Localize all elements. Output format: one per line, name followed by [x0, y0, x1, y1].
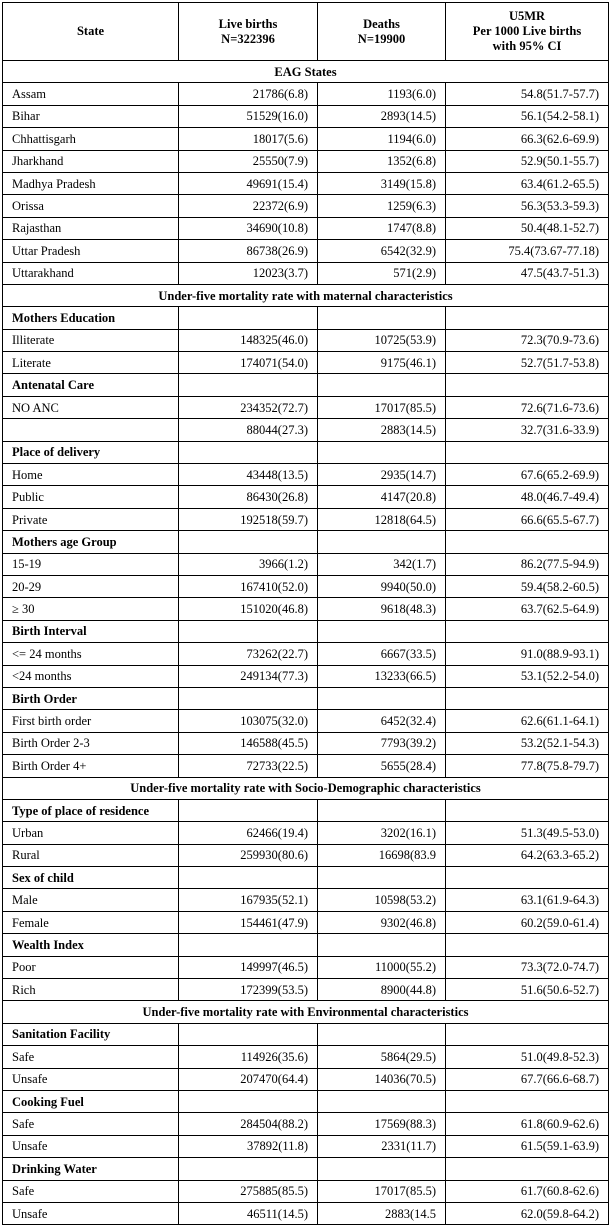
u5mr-cell: 91.0(88.9-93.1): [446, 643, 609, 665]
live-births-cell: 154461(47.9): [179, 911, 318, 933]
subheader-row: [3, 1158, 609, 1180]
deaths-cell: 17569(88.3): [318, 1113, 446, 1135]
header-deaths-line1: Deaths: [363, 16, 400, 31]
live-births-cell: 151020(46.8): [179, 598, 318, 620]
empty-cell: [179, 1090, 318, 1112]
row-label: Safe: [3, 1180, 179, 1202]
live-births-cell: 275885(85.5): [179, 1180, 318, 1202]
empty-cell: [318, 867, 446, 889]
subheader-label: Mothers age Group: [3, 531, 179, 553]
empty-cell: [318, 687, 446, 709]
u5mr-cell: 72.3(70.9-73.6): [446, 329, 609, 351]
subheader-label: Type of place of residence: [3, 799, 179, 821]
section-title: Under-five mortality rate with Socio-Demographic characteristics: [3, 777, 609, 799]
live-births-cell: 46511(14.5): [179, 1202, 318, 1224]
row-label: Birth Order 2-3: [3, 732, 179, 754]
row-label: [3, 419, 179, 441]
row-label: Uttarakhand: [3, 262, 179, 284]
section-header-row: [3, 61, 609, 83]
table-row: [3, 1202, 609, 1224]
deaths-cell: 8900(44.8): [318, 979, 446, 1001]
u5mr-cell: 67.6(65.2-69.9): [446, 464, 609, 486]
deaths-cell: 9618(48.3): [318, 598, 446, 620]
table-row: [3, 1068, 609, 1090]
empty-cell: [318, 441, 446, 463]
empty-cell: [179, 307, 318, 329]
live-births-cell: 72733(22.5): [179, 755, 318, 777]
section-header-row: [3, 1001, 609, 1023]
table-row: [3, 217, 609, 239]
subheader-label: Place of delivery: [3, 441, 179, 463]
empty-cell: [179, 441, 318, 463]
deaths-cell: 2883(14.5): [318, 419, 446, 441]
live-births-cell: 167935(52.1): [179, 889, 318, 911]
row-label: <= 24 months: [3, 643, 179, 665]
table-header-row: [3, 3, 609, 61]
row-label: First birth order: [3, 710, 179, 732]
table-row: [3, 1046, 609, 1068]
deaths-cell: 5864(29.5): [318, 1046, 446, 1068]
row-label: Rich: [3, 979, 179, 1001]
live-births-cell: 88044(27.3): [179, 419, 318, 441]
live-births-cell: 284504(88.2): [179, 1113, 318, 1135]
u5mr-cell: 60.2(59.0-61.4): [446, 911, 609, 933]
deaths-cell: 3149(15.8): [318, 172, 446, 194]
subheader-label: Sanitation Facility: [3, 1023, 179, 1045]
u5mr-cell: 66.6(65.5-67.7): [446, 508, 609, 530]
subheader-row: [3, 687, 609, 709]
row-label: Safe: [3, 1046, 179, 1068]
u5mr-cell: 52.7(51.7-53.8): [446, 352, 609, 374]
row-label: Male: [3, 889, 179, 911]
row-label: Unsafe: [3, 1135, 179, 1157]
empty-cell: [318, 1090, 446, 1112]
deaths-cell: 6542(32.9): [318, 240, 446, 262]
subheader-label: Mothers Education: [3, 307, 179, 329]
deaths-cell: 10725(53.9): [318, 329, 446, 351]
deaths-cell: 1194(6.0): [318, 128, 446, 150]
subheader-row: [3, 867, 609, 889]
table-row: [3, 598, 609, 620]
u5mr-cell: 53.1(52.2-54.0): [446, 665, 609, 687]
table-row: [3, 956, 609, 978]
empty-cell: [446, 374, 609, 396]
table-row: [3, 553, 609, 575]
table-row: [3, 464, 609, 486]
u5mr-cell: 51.6(50.6-52.7): [446, 979, 609, 1001]
deaths-cell: 2883(14.5: [318, 1202, 446, 1224]
u5mr-cell: 63.1(61.9-64.3): [446, 889, 609, 911]
deaths-cell: 1352(6.8): [318, 150, 446, 172]
subheader-label: Drinking Water: [3, 1158, 179, 1180]
live-births-cell: 167410(52.0): [179, 575, 318, 597]
deaths-cell: 5655(28.4): [318, 755, 446, 777]
subheader-row: [3, 307, 609, 329]
table-row: [3, 105, 609, 127]
deaths-cell: 17017(85.5): [318, 1180, 446, 1202]
live-births-cell: 149997(46.5): [179, 956, 318, 978]
header-u5mr-line2: Per 1000 Live births: [472, 24, 582, 38]
live-births-cell: 43448(13.5): [179, 464, 318, 486]
table-row: [3, 195, 609, 217]
table-row: [3, 396, 609, 418]
empty-cell: [318, 620, 446, 642]
subheader-label: Birth Interval: [3, 620, 179, 642]
live-births-cell: 49691(15.4): [179, 172, 318, 194]
live-births-cell: 86430(26.8): [179, 486, 318, 508]
header-u5mr-line1: U5MR: [508, 9, 546, 23]
empty-cell: [446, 867, 609, 889]
u5mr-cell: 53.2(52.1-54.3): [446, 732, 609, 754]
deaths-cell: 1193(6.0): [318, 83, 446, 105]
u5mr-cell: 75.4(73.67-77.18): [446, 240, 609, 262]
section-header-row: [3, 777, 609, 799]
deaths-cell: 2935(14.7): [318, 464, 446, 486]
u5mr-cell: 67.7(66.6-68.7): [446, 1068, 609, 1090]
deaths-cell: 2331(11.7): [318, 1135, 446, 1157]
table-row: [3, 665, 609, 687]
u5mr-cell: 50.4(48.1-52.7): [446, 217, 609, 239]
table-row: [3, 979, 609, 1001]
u5mr-cell: 73.3(72.0-74.7): [446, 956, 609, 978]
empty-cell: [179, 620, 318, 642]
table-row: [3, 128, 609, 150]
empty-cell: [179, 531, 318, 553]
u5mr-cell: 51.3(49.5-53.0): [446, 822, 609, 844]
deaths-cell: 1259(6.3): [318, 195, 446, 217]
header-deaths-line2: N=19900: [357, 31, 406, 46]
row-label: Unsafe: [3, 1068, 179, 1090]
empty-cell: [318, 307, 446, 329]
live-births-cell: 37892(11.8): [179, 1135, 318, 1157]
deaths-cell: 12818(64.5): [318, 508, 446, 530]
table-row: [3, 575, 609, 597]
row-label: Poor: [3, 956, 179, 978]
table-row: [3, 732, 609, 754]
subheader-label: Wealth Index: [3, 934, 179, 956]
header-u5mr-line3: with 95% CI: [492, 39, 562, 53]
live-births-cell: 25550(7.9): [179, 150, 318, 172]
table-row: [3, 755, 609, 777]
subheader-row: [3, 441, 609, 463]
live-births-cell: 259930(80.6): [179, 844, 318, 866]
table-row: [3, 486, 609, 508]
live-births-cell: 51529(16.0): [179, 105, 318, 127]
subheader-label: Antenatal Care: [3, 374, 179, 396]
empty-cell: [446, 620, 609, 642]
u5mr-cell: 63.7(62.5-64.9): [446, 598, 609, 620]
deaths-cell: 9302(46.8): [318, 911, 446, 933]
empty-cell: [446, 441, 609, 463]
row-label: Bihar: [3, 105, 179, 127]
live-births-cell: 73262(22.7): [179, 643, 318, 665]
subheader-row: [3, 799, 609, 821]
u5mr-cell: 51.0(49.8-52.3): [446, 1046, 609, 1068]
subheader-row: [3, 374, 609, 396]
section-title: Under-five mortality rate with Environmental characteristics: [3, 1001, 609, 1023]
section-title: Under-five mortality rate with maternal characteristics: [3, 284, 609, 306]
live-births-cell: 34690(10.8): [179, 217, 318, 239]
live-births-cell: 3966(1.2): [179, 553, 318, 575]
subheader-row: [3, 934, 609, 956]
row-label: ≥ 30: [3, 598, 179, 620]
u5mr-table: [2, 2, 609, 1225]
section-header-row: [3, 284, 609, 306]
subheader-row: [3, 620, 609, 642]
header-deaths: [318, 3, 446, 61]
empty-cell: [318, 1158, 446, 1180]
u5mr-cell: 77.8(75.8-79.7): [446, 755, 609, 777]
row-label: Assam: [3, 83, 179, 105]
u5mr-cell: 66.3(62.6-69.9): [446, 128, 609, 150]
row-label: 15-19: [3, 553, 179, 575]
row-label: Uttar Pradesh: [3, 240, 179, 262]
empty-cell: [179, 799, 318, 821]
table-row: [3, 508, 609, 530]
u5mr-cell: 61.7(60.8-62.6): [446, 1180, 609, 1202]
live-births-cell: 114926(35.6): [179, 1046, 318, 1068]
u5mr-cell: 72.6(71.6-73.6): [446, 396, 609, 418]
row-label: Orissa: [3, 195, 179, 217]
header-live-births: [179, 3, 318, 61]
header-live-births-line2: N=322396: [221, 31, 275, 46]
empty-cell: [318, 934, 446, 956]
table-row: [3, 1180, 609, 1202]
table-row: [3, 172, 609, 194]
table-row: [3, 889, 609, 911]
live-births-cell: 12023(3.7): [179, 262, 318, 284]
row-label: Public: [3, 486, 179, 508]
subheader-row: [3, 531, 609, 553]
row-label: Madhya Pradesh: [3, 172, 179, 194]
header-live-births-line1: Live births: [218, 16, 278, 31]
u5mr-cell: 64.2(63.3-65.2): [446, 844, 609, 866]
row-label: Rural: [3, 844, 179, 866]
row-label: Literate: [3, 352, 179, 374]
u5mr-cell: 62.6(61.1-64.1): [446, 710, 609, 732]
empty-cell: [446, 934, 609, 956]
header-u5mr: [446, 3, 609, 61]
deaths-cell: 9175(46.1): [318, 352, 446, 374]
u5mr-cell: 47.5(43.7-51.3): [446, 262, 609, 284]
table-row: [3, 83, 609, 105]
header-state: State: [3, 3, 179, 61]
u5mr-cell: 63.4(61.2-65.5): [446, 172, 609, 194]
table-row: [3, 844, 609, 866]
table-row: [3, 822, 609, 844]
row-label: <24 months: [3, 665, 179, 687]
u5mr-cell: 59.4(58.2-60.5): [446, 575, 609, 597]
deaths-cell: 6452(32.4): [318, 710, 446, 732]
live-births-cell: 207470(64.4): [179, 1068, 318, 1090]
table-row: [3, 911, 609, 933]
empty-cell: [179, 1158, 318, 1180]
table-row: [3, 643, 609, 665]
empty-cell: [446, 531, 609, 553]
live-births-cell: 86738(26.9): [179, 240, 318, 262]
subheader-label: Cooking Fuel: [3, 1090, 179, 1112]
u5mr-cell: 62.0(59.8-64.2): [446, 1202, 609, 1224]
u5mr-cell: 61.8(60.9-62.6): [446, 1113, 609, 1135]
empty-cell: [446, 799, 609, 821]
empty-cell: [446, 687, 609, 709]
deaths-cell: 2893(14.5): [318, 105, 446, 127]
u5mr-cell: 86.2(77.5-94.9): [446, 553, 609, 575]
deaths-cell: 1747(8.8): [318, 217, 446, 239]
row-label: Female: [3, 911, 179, 933]
u5mr-cell: 32.7(31.6-33.9): [446, 419, 609, 441]
row-label: Birth Order 4+: [3, 755, 179, 777]
empty-cell: [179, 934, 318, 956]
row-label: Safe: [3, 1113, 179, 1135]
empty-cell: [446, 1090, 609, 1112]
deaths-cell: 4147(20.8): [318, 486, 446, 508]
empty-cell: [179, 687, 318, 709]
table-row: [3, 262, 609, 284]
live-births-cell: 22372(6.9): [179, 195, 318, 217]
row-label: Private: [3, 508, 179, 530]
subheader-label: Sex of child: [3, 867, 179, 889]
live-births-cell: 103075(32.0): [179, 710, 318, 732]
live-births-cell: 249134(77.3): [179, 665, 318, 687]
row-label: Urban: [3, 822, 179, 844]
row-label: Home: [3, 464, 179, 486]
table-row: [3, 240, 609, 262]
deaths-cell: 11000(55.2): [318, 956, 446, 978]
live-births-cell: 148325(46.0): [179, 329, 318, 351]
table-row: [3, 419, 609, 441]
section-title: EAG States: [3, 61, 609, 83]
deaths-cell: 342(1.7): [318, 553, 446, 575]
live-births-cell: 18017(5.6): [179, 128, 318, 150]
deaths-cell: 3202(16.1): [318, 822, 446, 844]
table-body: [3, 61, 609, 1225]
live-births-cell: 234352(72.7): [179, 396, 318, 418]
row-label: NO ANC: [3, 396, 179, 418]
subheader-row: [3, 1023, 609, 1045]
empty-cell: [318, 374, 446, 396]
empty-cell: [318, 1023, 446, 1045]
live-births-cell: 62466(19.4): [179, 822, 318, 844]
row-label: Jharkhand: [3, 150, 179, 172]
subheader-row: [3, 1090, 609, 1112]
deaths-cell: 13233(66.5): [318, 665, 446, 687]
row-label: Rajasthan: [3, 217, 179, 239]
u5mr-cell: 56.1(54.2-58.1): [446, 105, 609, 127]
u5mr-cell: 56.3(53.3-59.3): [446, 195, 609, 217]
empty-cell: [179, 1023, 318, 1045]
table-row: [3, 150, 609, 172]
live-births-cell: 146588(45.5): [179, 732, 318, 754]
deaths-cell: 6667(33.5): [318, 643, 446, 665]
empty-cell: [179, 867, 318, 889]
empty-cell: [179, 374, 318, 396]
empty-cell: [318, 531, 446, 553]
live-births-cell: 21786(6.8): [179, 83, 318, 105]
deaths-cell: 17017(85.5): [318, 396, 446, 418]
table-row: [3, 352, 609, 374]
empty-cell: [318, 799, 446, 821]
deaths-cell: 14036(70.5): [318, 1068, 446, 1090]
live-births-cell: 174071(54.0): [179, 352, 318, 374]
u5mr-cell: 52.9(50.1-55.7): [446, 150, 609, 172]
table-row: [3, 329, 609, 351]
row-label: Illiterate: [3, 329, 179, 351]
table-row: [3, 1113, 609, 1135]
empty-cell: [446, 1023, 609, 1045]
u5mr-cell: 54.8(51.7-57.7): [446, 83, 609, 105]
empty-cell: [446, 1158, 609, 1180]
empty-cell: [446, 307, 609, 329]
u5mr-cell: 61.5(59.1-63.9): [446, 1135, 609, 1157]
deaths-cell: 9940(50.0): [318, 575, 446, 597]
subheader-label: Birth Order: [3, 687, 179, 709]
table-row: [3, 1135, 609, 1157]
live-births-cell: 172399(53.5): [179, 979, 318, 1001]
row-label: Chhattisgarh: [3, 128, 179, 150]
deaths-cell: 571(2.9): [318, 262, 446, 284]
live-births-cell: 192518(59.7): [179, 508, 318, 530]
row-label: Unsafe: [3, 1202, 179, 1224]
row-label: 20-29: [3, 575, 179, 597]
deaths-cell: 10598(53.2): [318, 889, 446, 911]
deaths-cell: 16698(83.9: [318, 844, 446, 866]
deaths-cell: 7793(39.2): [318, 732, 446, 754]
table-row: [3, 710, 609, 732]
u5mr-cell: 48.0(46.7-49.4): [446, 486, 609, 508]
